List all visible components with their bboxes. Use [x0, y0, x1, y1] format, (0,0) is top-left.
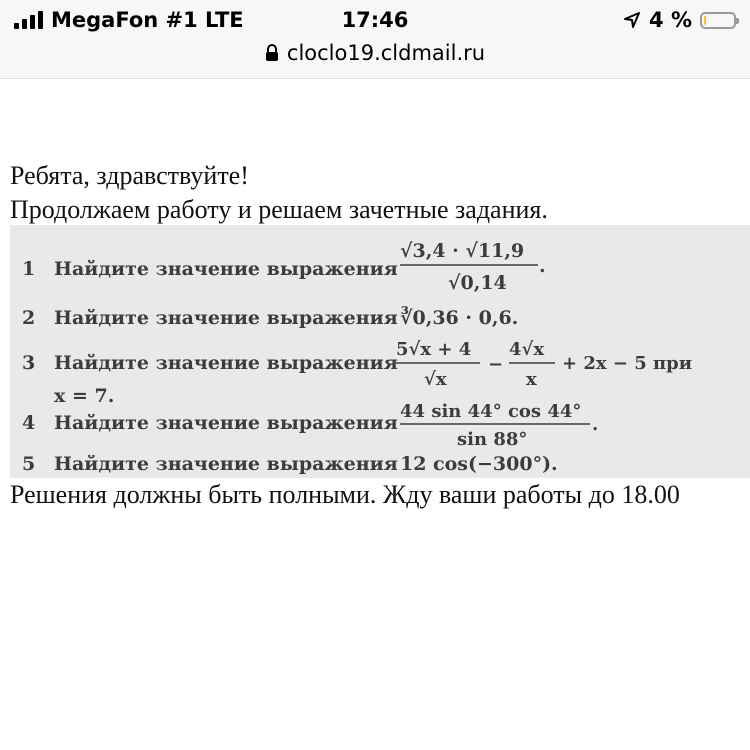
battery-level-fill	[704, 16, 706, 25]
battery-percent: 4 %	[649, 8, 692, 32]
task-2	[22, 306, 518, 329]
task-text: Найдите значение выражения	[54, 307, 398, 329]
task-number: 2	[22, 307, 36, 329]
task-text: Найдите значение выражения	[54, 258, 398, 280]
task-number: 5	[22, 453, 36, 475]
intro-text: Продолжаем работу и решаем зачетные задания.	[10, 195, 548, 224]
task-tail: .	[539, 255, 546, 277]
battery-icon	[700, 12, 736, 29]
task-number: 3	[22, 352, 36, 374]
task-denominator: sin 88°	[457, 429, 528, 450]
task-numerator: 5√x + 4	[396, 339, 472, 360]
task-continuation: x = 7.	[54, 385, 115, 407]
task-minus: −	[488, 354, 504, 375]
status-time: 17:46	[341, 8, 409, 32]
address-bar[interactable]	[0, 38, 750, 68]
carrier-label: MegaFon #1 LTE	[51, 8, 244, 32]
task-numerator-2: 4√x	[509, 339, 545, 360]
task-tail: .	[592, 414, 599, 435]
greeting-text: Ребята, здравствуйте!	[10, 161, 249, 190]
task-numerator: 44 sin 44° cos 44°	[400, 401, 582, 422]
task-denominator: √x	[424, 369, 447, 390]
task-expression: 12 cos(−300°).	[400, 453, 558, 475]
textbook-scan-image	[10, 225, 750, 478]
task-number: 1	[22, 258, 36, 280]
task-text: Найдите значение выражения	[54, 412, 398, 434]
browser-top-bar	[0, 0, 750, 79]
location-arrow-icon	[623, 11, 641, 29]
task-3	[22, 339, 692, 407]
footer-text: Решения должны быть полными. Жду ваши работы до 18.00	[10, 480, 680, 509]
lock-icon	[265, 44, 279, 62]
url-text: cloclo19.cldmail.ru	[286, 41, 486, 65]
task-5	[22, 453, 558, 475]
task-denominator-2: x	[526, 369, 537, 390]
task-numerator: √3,4 · √11,9	[400, 240, 525, 262]
task-text: Найдите значение выражения	[54, 453, 398, 475]
task-text: Найдите значение выражения	[54, 352, 398, 374]
task-expression: ∛0,36 · 0,6.	[400, 307, 519, 329]
task-denominator: √0,14	[448, 272, 507, 294]
task-1	[22, 240, 546, 294]
task-tail: + 2x − 5 при	[562, 353, 693, 374]
task-number: 4	[22, 412, 36, 434]
task-4	[22, 401, 598, 450]
status-right	[623, 6, 736, 34]
